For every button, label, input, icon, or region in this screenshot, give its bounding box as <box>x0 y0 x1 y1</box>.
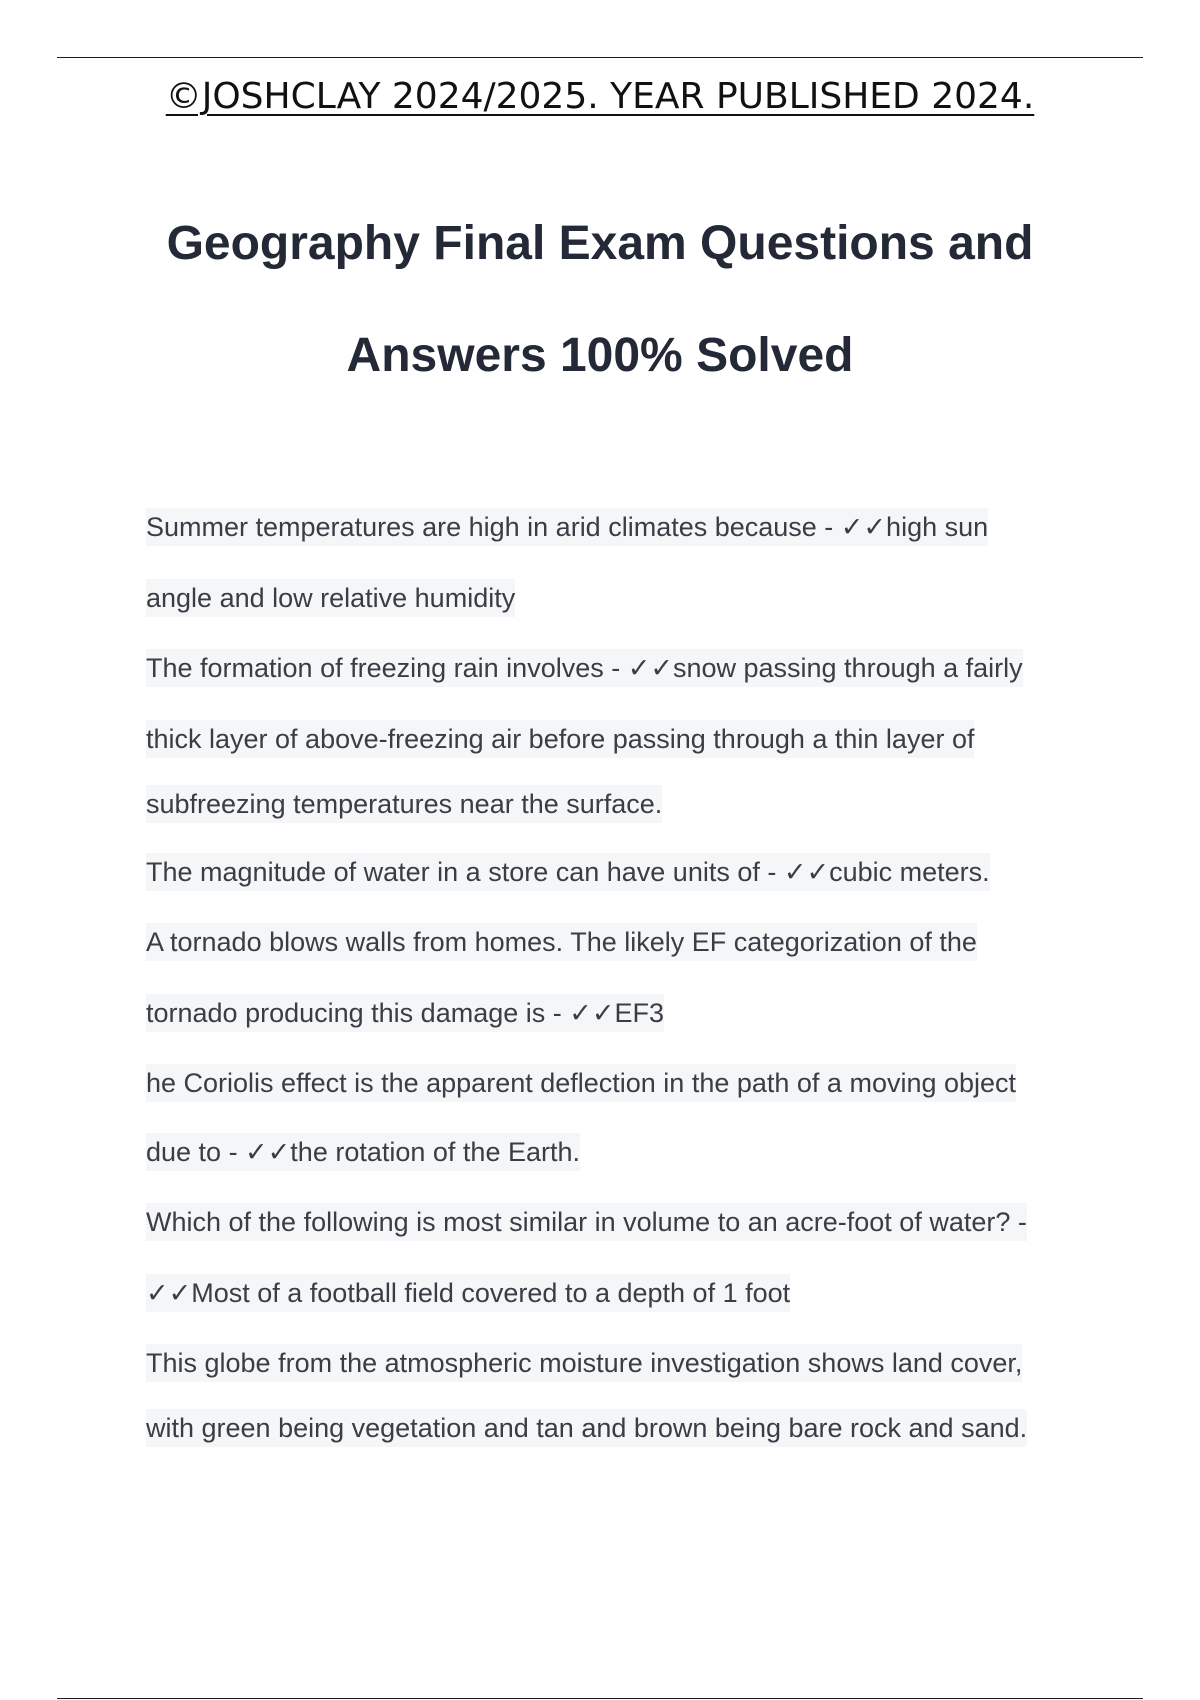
qa-line: he Coriolis effect is the apparent deflection in the path of a moving object <box>146 1064 1016 1102</box>
qa-line: angle and low relative humidity <box>146 579 515 617</box>
qa-line: thick layer of above-freezing air before passing through a thin layer of <box>146 720 974 758</box>
qa-line: tornado producing this damage is - ✓✓EF3 <box>146 994 664 1032</box>
qa-line: subfreezing temperatures near the surface. <box>146 785 662 823</box>
qa-line: due to - ✓✓the rotation of the Earth. <box>146 1133 580 1171</box>
document-title-line-1: Geography Final Exam Questions and <box>166 217 1034 270</box>
qa-line: with green being vegetation and tan and brown being bare rock and sand. <box>146 1409 1027 1447</box>
qa-line: Which of the following is most similar in volume to an acre-foot of water? - <box>146 1203 1027 1241</box>
document-title-line-2: Answers 100% Solved <box>346 329 854 382</box>
qa-line: Summer temperatures are high in arid climates because - ✓✓high sun <box>146 508 988 546</box>
copyright-text: ©JOSHCLAY 2024/2025. YEAR PUBLISHED 2024. <box>165 76 1035 117</box>
qa-line: The magnitude of water in a store can have units of - ✓✓cubic meters. <box>146 853 990 891</box>
qa-line: ✓✓Most of a football field covered to a depth of 1 foot <box>146 1274 790 1312</box>
qa-line: The formation of freezing rain involves - ✓✓snow passing through a fairly <box>146 649 1023 687</box>
top-rule <box>57 57 1143 58</box>
qa-line: This globe from the atmospheric moisture investigation shows land cover, <box>146 1344 1022 1382</box>
qa-line: A tornado blows walls from homes. The likely EF categorization of the <box>146 923 977 961</box>
copyright-header <box>0 76 1200 117</box>
bottom-rule <box>57 1698 1143 1699</box>
